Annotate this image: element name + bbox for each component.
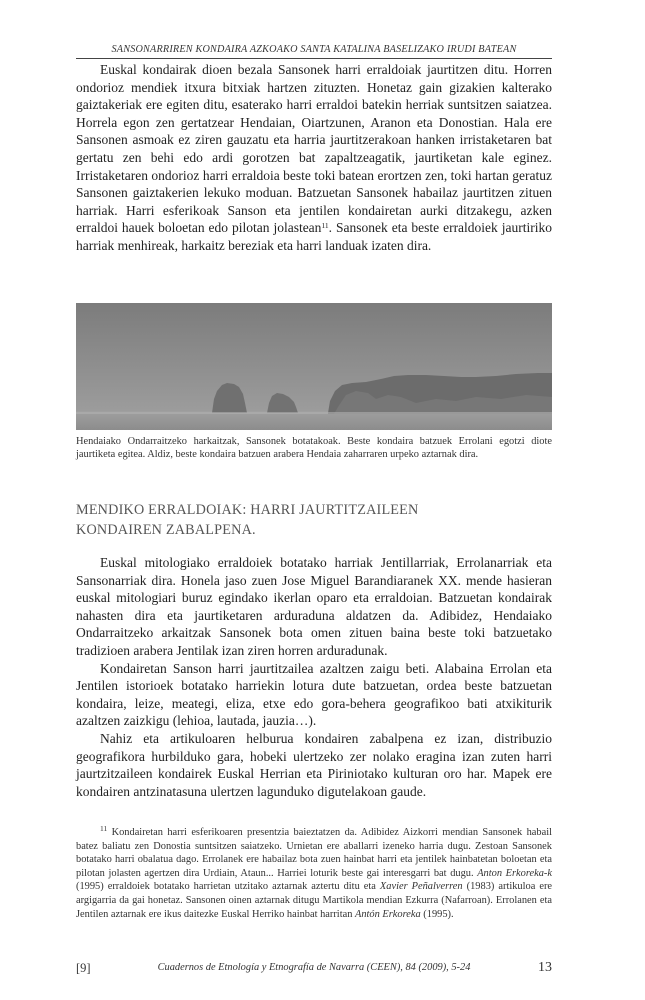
footnote-paragraph xyxy=(76,826,552,921)
figure-caption: Hendaiako Ondarraitzeko harkaitzak, Sansonek botatakoak. Beste kondaira batzuek Errolani egotzi diote jaurtiketa egitea. Aldiz, beste kondaira batzuen arabera Hendaia zaharraren urpeko aztarnak dira. xyxy=(76,436,552,461)
page-number: 13 xyxy=(538,960,552,975)
footnote-text-1: Kondairetan harri esferikoaren presentzia baieztatzen da. Adibidez Aizkorri mendian Sansonek habail batez baliatu zen Donostia suntsitzen saiatzeko. Urnietan ere aballarri izeneko harria dugu. Zestoan Sansonek botatako harri obalatua dago. Errolanek ere habailaz bota zuen hainbat harri eta jentilek hainbatetan boloetan eta pilotan jolasten agertzen dira Urdiain, Ataun... Harriei loturik beste gai interesgarri bat dugu. xyxy=(76,827,552,879)
paragraph-4: Nahiz eta artikuloaren helburua kondairen zabalpena ez izan, distribuzio geografikora hurbilduko gara, hobeki ulertzeko zer nolako eragina izan zuten harri jaurtzitzaileen kondairek Euskal Herrian eta Piriniotako kulturan oro har. Mapek ere kondairen antzinatasuna ulertzen lagunduko digutelakoan gaude. xyxy=(76,730,552,799)
section-heading-line-1: MENDIKO ERRALDOIAK: HARRI JAURTITZAILEEN xyxy=(76,502,419,518)
intro-text-block xyxy=(76,61,552,255)
footnote-author-2: Xavier Peñalverren xyxy=(379,881,463,893)
paragraph-2-text: Euskal mitologiako erraldoiek botatako harriak Jentillarriak, Errolanarriak eta Sansonarriak dira. Honela jaso zuen Jose Miguel Barandiaranek xyxy=(76,555,552,588)
footnote-text-2: (1995) erraldoiek botatako harrietan utzitako aztarnak aztertu ditu eta xyxy=(76,881,380,893)
paragraph-3: Kondairetan Sanson harri jaurtitzailea azaltzen zaigu beti. Alabaina Errolan eta Jentilen istorioek botatako harriekin lotura dute batzuetan, ordea beste batzuetan kondaira, leize, meategi, eliza, etxe edo gora-behera geografikoo bati atxikiturik azaltzen zaizkigu (lehioa, lautada, jauzia…). xyxy=(76,660,552,729)
footnote-11 xyxy=(76,826,552,921)
footnote-number: 11 xyxy=(100,824,108,833)
bracket-page-label: [9] xyxy=(76,961,91,975)
header-rule xyxy=(76,58,552,59)
photo-illustration xyxy=(76,303,552,430)
footnote-author-1: Anton Erkoreka-k xyxy=(477,867,552,879)
footnote-text-4: (1995). xyxy=(420,908,454,920)
paragraph-2 xyxy=(76,554,552,660)
paragraph-1-text-end: . Sansonek eta beste erraldoiek jaurtiriko harriak menhireak, harkaitz bereziak eta harri landuak izaten dira. xyxy=(76,220,552,253)
paragraph-1-text: Euskal kondairak dioen bezala Sansonek harri erraldoiak jaurtitzen ditu. Horren ondorioz mendiek itxura bitxiak hartzen zituzten. Honetaz gain gizakien kalterako gaiztakeriak ere egiten ditu, esaterako harri erraldoi batekin herriak suntsitzen saiatzea. Horrela egon zen gertatzear Hendaian, Oiartzunen, Aranon eta Donostian. Hala ere Sansonen asmoak ez ziren gauzatu eta harria jaurtitzerakoan hanken irristaketaren bat gertatu zen behi edo ardi gorotzen bat zapaltzeagatik, jaurtiketan kale eginez. Irristaketaren ondorioz harri erraldoia beste toki batean erortzen zen, toki hartan geratuz Sansonen gaiztakerien lekuko moduan. Batzuetan Sansonek habailaz jaurtitzen zituen harriak. Harri esferikoak Sanson eta jentilen kondairetan aurki ditzakegu, azken erraldoi hauek boloetan edo pilotan jolastean xyxy=(76,62,552,236)
century-numeral: XX xyxy=(438,572,458,588)
footnote-text-3: (1983) artikuloa ere argigarria da gai honetaz. Sansonen oinen aztarnak ditugu Martikola mendian Ezkurra (Nafarroan). Errolanen eta Jentilen aztarnak ere ikus daitezke Euskal Herriko hainbat harritan xyxy=(76,881,553,920)
surf-line xyxy=(76,412,552,414)
paragraph-1 xyxy=(76,61,552,255)
section-heading-line-2: KONDAIREN ZABALPENA. xyxy=(76,522,256,538)
section-body xyxy=(76,554,552,800)
footnote-author-3: Antón Erkoreka xyxy=(355,908,421,920)
page-footer xyxy=(76,961,552,977)
paragraph-2-text-end: . mende hasieran euskal mitologiari buruz egindako ikerlan oparo eta erraldoian. Batzuetan kondairak nahasten dira eta jaurtiketaren arduraduna aldatzen da. Adibidez, Hendaiako Ondarraitzeko arkaitzak Sansonek bota omen zituen baina beste toki batzuetako tradizioen arabera Jentilak izan ziren horren arduradunak. xyxy=(76,572,552,658)
footnote-reference[interactable]: 11 xyxy=(321,221,329,231)
hendaia-rocks-photo xyxy=(76,303,552,430)
journal-citation: Cuadernos de Etnología y Etnografía de Navarra (CEEN), 84 (2009), 5-24 xyxy=(157,962,471,973)
section-heading xyxy=(76,500,552,540)
running-header: SANSONARRIREN KONDAIRA AZKOAKO SANTA KATALINA BASELIZAKO IRUDI BATEAN xyxy=(111,44,517,55)
